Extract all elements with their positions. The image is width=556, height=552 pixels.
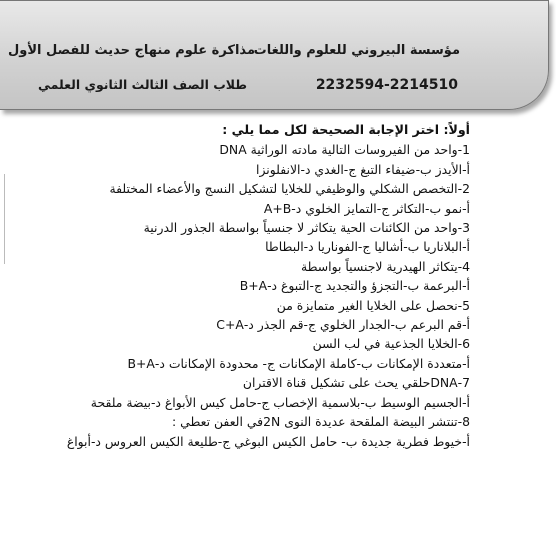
phone-numbers: 2232594-2214510 [315, 77, 458, 93]
answer-options: أ-خيوط فطرية جديدة ب- حامل الكيس البوغي ج-طليعة الكيس العروس د-أبواغ [66, 433, 470, 449]
question-line: 4-يتكاثر الهيدرية لاجنسياً بواسطة [300, 258, 470, 274]
question-line: 5-نحصل على الخلايا الغير متمايزة من [276, 297, 470, 313]
answer-options: أ-الجسيم الوسيط ب-بلاسمية الإخصاب ج-حامل كيس الأبواغ د-بيضة ملقحة [90, 394, 470, 410]
answer-options: أ-قم البرعم ب-الجدار الخلوي ج-قم الجذر د-C+A [216, 317, 470, 333]
page-edge-line [0, 174, 5, 264]
audience-line: طلاب الصف الثالث الثانوي العلمي [38, 77, 248, 92]
answer-options: أ-البرعمة ب-التجزؤ والتجديد ج-التبوغ د-B+A [239, 278, 470, 294]
booklet-title: مذاكرة علوم منهاج حديث للفصل الأول [8, 43, 255, 58]
answer-options: أ-الأيدز ب-ضيفاء التبغ ج-الغدي د-الانفلونزا [256, 161, 470, 177]
question-line: 2-التخصص الشكلي والوظيفي للخلايا لتشكيل النسج والأعضاء المختلفة [109, 181, 470, 197]
question-line: 3-واحد من الكائنات الحية يتكاثر لا جنسياً بواسطة الجذور الدرنية [143, 220, 470, 236]
answer-options: أ-متعددة الإمكانات ب-كاملة الإمكانات ج- محدودة الإمكانات د-B+A [127, 355, 470, 371]
answer-options: أ-البلاناريا ب-أشاليا ج-الفوناريا د-البطاطا [265, 239, 470, 255]
questions-section [30, 120, 470, 451]
section-title: أولاً: اختر الإجابة الصحيحة لكل مما يلي : [222, 122, 470, 137]
question-line: 1-واحد من الفيروسات التالية مادته الوراثية DNA [219, 142, 470, 158]
institution-name: مؤسسة البيروني للعلوم واللغات [253, 43, 460, 58]
header-banner [0, 0, 549, 110]
question-line: 6-الخلايا الجذعية في لب السن [312, 336, 470, 352]
question-line: 7-DNAحلقي يحث على تشكيل قناة الاقتران [242, 375, 470, 391]
answer-options: أ-نمو ب-التكاثر ج-التمايز الخلوي د-A+B [263, 200, 470, 216]
question-line: 8-تنتشر البيضة الملقحة عديدة النوى 2Nفي العفن تعطي : [172, 414, 470, 430]
